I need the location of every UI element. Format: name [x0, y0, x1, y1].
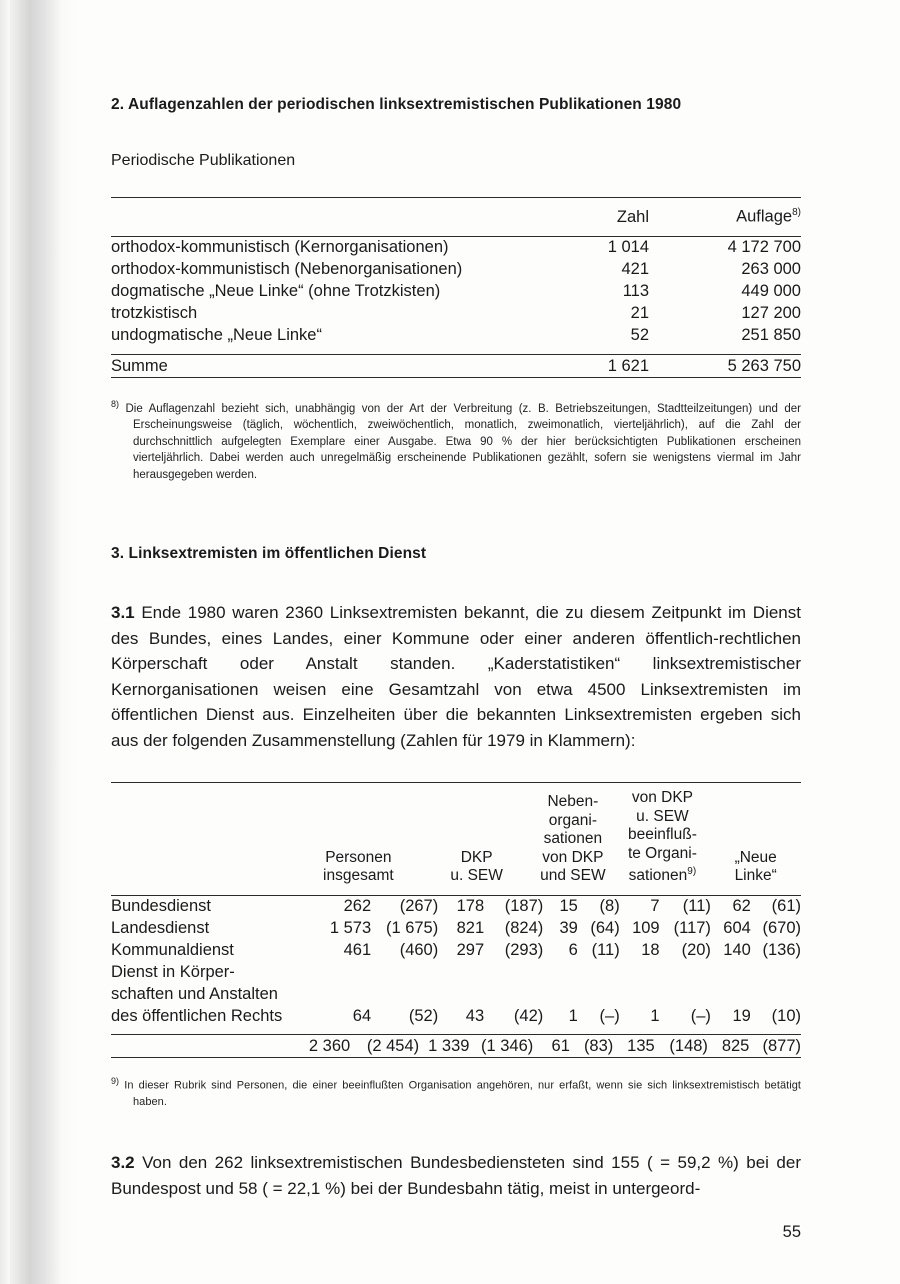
table2-row2-neue: 140	[723, 941, 751, 960]
table2-row0-dkp: 178	[456, 897, 485, 916]
table2-header-beeinfl-l3: beeinfluß-	[627, 826, 697, 844]
table-row	[111, 984, 801, 1006]
table2-row1-neue-prev: (670)	[762, 919, 801, 938]
page-content	[111, 0, 801, 1201]
table2-row0-personen: 262	[343, 897, 372, 916]
table2-total-dkp-prev: (1 346)	[481, 1036, 534, 1055]
page-number: 55	[782, 1223, 801, 1241]
table2-row3-beeinfl: 1	[650, 1007, 660, 1026]
paragraph-3-2-number: 3.2	[111, 1153, 135, 1173]
table2-row1-neben-prev: (64)	[590, 919, 620, 938]
periodische-publikationen-subheading: Periodische Publikationen	[111, 152, 296, 169]
table-linksextremisten-body	[111, 896, 801, 1035]
table2-row2-beeinfl-prev: (20)	[681, 941, 711, 960]
table2-total-beeinfl-prev: (148)	[669, 1036, 708, 1055]
table1-header-auflage-text: Auflage	[736, 207, 793, 226]
footnote-9-mark: 9)	[111, 1076, 120, 1087]
table2-row1-personen-prev: (1 675)	[385, 919, 439, 938]
paragraph-3-2-text: Von den 262 linksextremistischen Bundesbediensteten sind 155 ( = 59,2 %) bei der Bundespost und 58 ( = 22,1 %) bei der Bundesbahn tätig, meist in untergeord-	[111, 1153, 801, 1198]
table2-total-dkp: 1 339	[428, 1036, 470, 1055]
table2-row0-neben-prev: (8)	[599, 897, 620, 916]
table2-header-neue-l1: „Neue	[734, 848, 777, 866]
table1-row4-zahl: 52	[630, 326, 649, 344]
table2-row2-dkp: 297	[456, 941, 485, 960]
table2-total-neue-prev: (877)	[762, 1036, 801, 1055]
table2-header-neben-l5: und SEW	[540, 867, 606, 885]
table2-header-beeinfl-l2: u. SEW	[636, 807, 689, 825]
table2-header-personen-l1: Personen	[325, 848, 392, 866]
table2-header-label	[111, 783, 295, 895]
table2-row3-label-line3: des öffentlichen Rechts	[111, 1007, 283, 1026]
table-row	[111, 281, 801, 303]
table2-row0-neben: 15	[559, 897, 578, 916]
table2-header-neben-l1: Neben-	[547, 793, 599, 811]
table2-row3-dkp: 43	[465, 1007, 485, 1026]
table2-row2-personen: 461	[343, 941, 372, 960]
table1-row3-zahl: 21	[630, 304, 649, 322]
table2-row0-dkp-prev: (187)	[504, 897, 544, 916]
table-row	[111, 940, 801, 962]
footnote-ref-9: 9)	[687, 866, 697, 878]
table2-header-nebenorganisationen	[531, 783, 614, 895]
table2-header-beeinfl-l5: sationen	[628, 867, 688, 885]
table1-row2-auflage: 449 000	[741, 282, 801, 300]
table2-row2-neben: 6	[568, 941, 578, 960]
table2-row3-neben-prev: (–)	[599, 1007, 620, 1026]
table2-row3-neben: 1	[568, 1007, 578, 1026]
table2-row1-beeinfl-prev: (117)	[673, 919, 711, 938]
table2-row2-dkp-prev: (293)	[504, 941, 544, 960]
table2-header-dkp-l1: DKP	[460, 848, 493, 866]
table2-header-neue-linke	[710, 783, 801, 895]
table-row	[111, 237, 801, 259]
table-row	[111, 1006, 801, 1035]
table1-row3-label: trotzkistisch	[111, 304, 198, 322]
section-3-heading: 3. Linksextremisten im öffentlichen Dienst	[111, 545, 427, 563]
table2-row3-dkp-prev: (42)	[513, 1007, 544, 1026]
table2-row0-beeinfl: 7	[650, 897, 660, 916]
table-linksextremisten-header	[111, 783, 801, 895]
table2-header-neben-l2: organi-	[548, 811, 597, 829]
paragraph-3-1-text: Ende 1980 waren 2360 Linksextremisten bekannt, die zu diesem Zeitpunkt im Dienst des Bundes, eines Landes, einer Kommune oder einer anderen öffentlich-rechtlichen Körperschaft oder Anstalt standen. „Kaderstatistiken“ linksextremistischer Kernorganisationen weisen eine Gesamtzahl von etwa 4500 Linksextremisten im öffentlichen Dienst aus. Einzelheiten über die bekannten Linksextremisten ergeben sich aus der folgenden Zusammenstellung (Zahlen für 1979 in Klammern):	[111, 603, 801, 750]
table-row	[111, 962, 801, 984]
table2-row0-label: Bundesdienst	[111, 897, 211, 916]
table2-row3-neue-prev: (10)	[771, 1007, 801, 1026]
table2-row2-beeinfl: 18	[641, 941, 660, 960]
footnote-9	[111, 1074, 801, 1110]
table1-row2-zahl: 113	[622, 282, 649, 300]
table2-row3-label-line2: schaften und Anstalten	[111, 985, 278, 1004]
table2-header-personen	[295, 783, 422, 895]
table1-row0-label: orthodox-kommunistisch (Kernorganisationen)	[111, 238, 449, 256]
table2-row0-personen-prev: (267)	[399, 897, 439, 916]
table2-row1-beeinfl: 109	[632, 919, 660, 938]
table2-header-neue-l2: Linke“	[734, 867, 777, 885]
table2-row2-personen-prev: (460)	[399, 941, 439, 960]
table2-row2-neue-prev: (136)	[762, 941, 801, 960]
footnote-8	[111, 396, 801, 483]
table2-row1-neben: 39	[559, 919, 578, 938]
table2-total-row	[111, 1035, 801, 1057]
table2-total-neben: 61	[551, 1036, 570, 1055]
scan-page-edge	[0, 0, 10, 1284]
footnote-8-text: Die Auflagenzahl bezieht sich, unabhängig von der Art der Verbreitung (z. B. Betriebszeitungen, Stadtteilzeitungen) und der Erscheinungsweise (täglich, wöchentlich, zweiwöchentlich, monatlich, zweimonatlich, vierteljährlich), auf die Zahl der durchschnittlich aufgelegten Exemplare einer Ausgabe. Etwa 90 % der hier berücksichtigten Publikationen erscheinen vierteljährlich. Dabei werden auch unregelmäßig erscheinende Publikationen gezählt, sofern sie wenigstens viermal im Jahr herausgegeben werden.	[125, 402, 801, 481]
table1-row1-auflage: 263 000	[741, 260, 801, 278]
table2-row0-neue-prev: (61)	[771, 897, 801, 916]
table2-row3-beeinfl-prev: (–)	[690, 1007, 711, 1026]
paragraph-3-1-number: 3.1	[111, 603, 135, 623]
table2-header-beeinfl-l1: von DKP	[631, 789, 693, 807]
table-linksextremisten-total	[111, 1035, 801, 1057]
table2-header-dkp	[422, 783, 531, 895]
table-row	[111, 918, 801, 940]
table2-row0-neue: 62	[732, 897, 751, 916]
table2-total-personen-prev: (2 454)	[366, 1036, 420, 1055]
table1-header-zahl: Zahl	[616, 207, 649, 226]
table2-row3-personen-prev: (52)	[408, 1007, 439, 1026]
table-row	[111, 896, 801, 918]
table2-row1-dkp: 821	[456, 919, 485, 938]
table-auflagenzahlen	[111, 198, 801, 236]
table1-total-zahl: 1 621	[607, 356, 649, 375]
paragraph-3-1	[111, 600, 801, 753]
table2-header-personen-l2: insgesamt	[323, 867, 394, 885]
table2-total-neben-prev: (83)	[583, 1036, 614, 1055]
table2-header-dkp-l2: u. SEW	[450, 867, 503, 885]
table2-row1-label: Landesdienst	[111, 919, 210, 938]
table2-header-beeinflusste-organisationen	[615, 783, 711, 895]
table1-row2-label: dogmatische „Neue Linke“ (ohne Trotzkisten)	[111, 282, 441, 300]
table1-row4-auflage: 251 850	[741, 326, 801, 344]
table2-total-neue: 825	[721, 1036, 750, 1055]
table2-total-personen: 2 360	[308, 1036, 351, 1055]
table2-total-beeinfl: 135	[627, 1036, 655, 1055]
table2-row2-neben-prev: (11)	[591, 941, 620, 960]
table2-row1-personen: 1 573	[329, 919, 372, 938]
table1-header-row	[111, 198, 801, 236]
table2-header-row	[111, 783, 801, 895]
table2-header-beeinfl-l4: te Organi-	[627, 844, 697, 862]
table2-header-neben-l3: sationen	[543, 830, 603, 848]
table1-row1-zahl: 421	[621, 260, 649, 278]
table1-total-auflage: 5 263 750	[727, 356, 801, 375]
table1-header-auflage	[649, 198, 801, 236]
table2-row2-label: Kommunaldienst	[111, 941, 234, 960]
table1-total-label: Summe	[111, 356, 168, 375]
table2-row3-personen: 64	[352, 1007, 372, 1026]
table1-row0-auflage: 4 172 700	[727, 238, 801, 256]
table-row	[111, 303, 801, 325]
table1-total-row	[111, 355, 801, 377]
table-auflagenzahlen-body	[111, 237, 801, 355]
table2-row3-spacer2	[313, 984, 801, 1006]
table2-total-label	[111, 1035, 290, 1057]
footnote-ref-8: 8)	[792, 207, 801, 218]
table1-row4-label: undogmatische „Neue Linke“	[111, 326, 322, 344]
table2-header-neben-l4: von DKP	[542, 848, 604, 866]
table-row	[111, 325, 801, 355]
table-row	[111, 259, 801, 281]
table1-row0-zahl: 1 014	[607, 238, 649, 256]
table1-row3-auflage: 127 200	[741, 304, 801, 322]
scan-gutter-shadow	[0, 0, 78, 1284]
table2-row1-neue: 604	[723, 919, 751, 938]
table2-row3-neue: 19	[732, 1007, 751, 1026]
table2-row3-label-line1: Dienst in Körper-	[111, 963, 235, 982]
footnote-9-text: In dieser Rubrik sind Personen, die einer beeinflußten Organisation angehören, nur erfaßt, wenn sie sich linksextremistisch betätigt haben.	[124, 1080, 802, 1108]
table-auflagenzahlen-total	[111, 355, 801, 377]
table2-row0-beeinfl-prev: (11)	[682, 897, 711, 916]
paragraph-3-2	[111, 1150, 801, 1201]
footnote-8-mark: 8)	[111, 399, 120, 409]
table2-row3-spacer1	[313, 962, 801, 984]
table2-row1-dkp-prev: (824)	[504, 919, 544, 938]
table1-row1-label: orthodox-kommunistisch (Nebenorganisationen)	[111, 260, 463, 278]
table1-header-label	[111, 198, 527, 236]
section-2-heading: 2. Auflagenzahlen der periodischen linksextremistischen Publikationen 1980	[111, 96, 682, 113]
